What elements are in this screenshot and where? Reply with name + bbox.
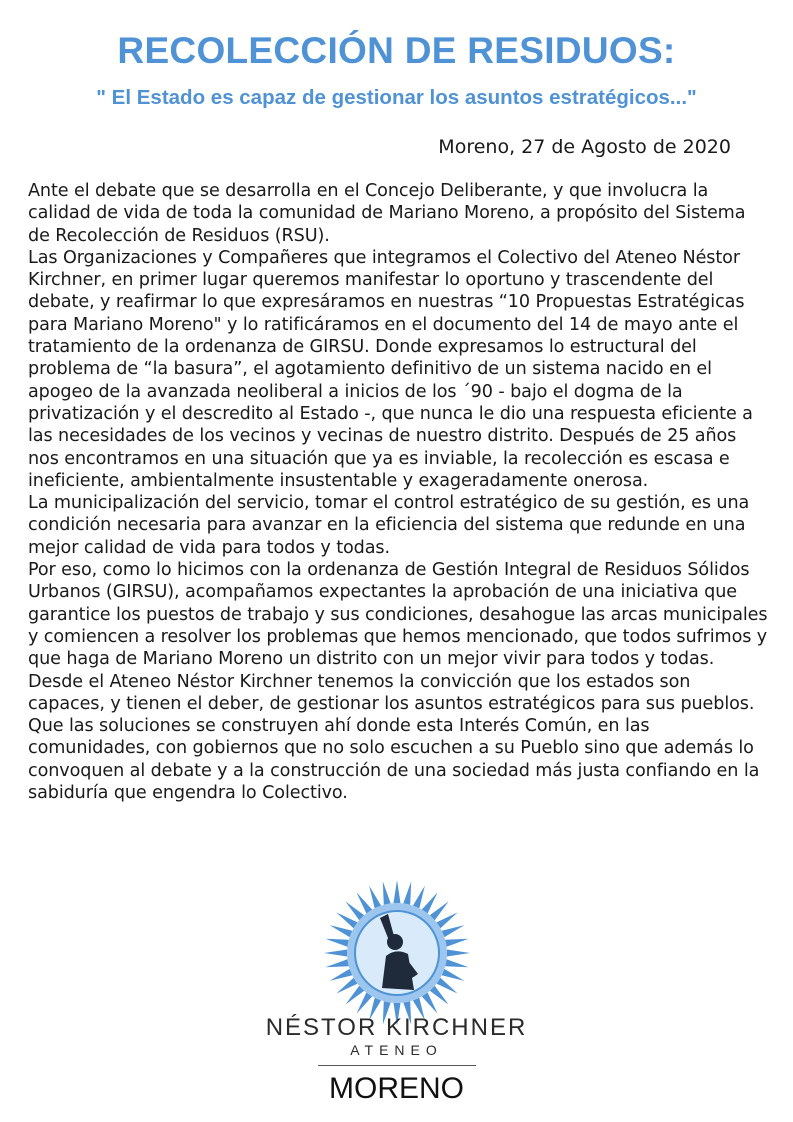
sun-ray (437, 912, 458, 928)
sun-ray (430, 986, 449, 1005)
sun-seal-logo (322, 878, 472, 1028)
logo-divider (318, 1065, 476, 1066)
sun-ray (330, 969, 353, 981)
logo-name: NÉSTOR KIRCHNER (265, 1014, 528, 1041)
sun-ray (325, 959, 348, 967)
date-line: Moreno, 27 de Agosto de 2020 (438, 136, 731, 158)
logo-subtitle: ATENEO (350, 1042, 443, 1058)
sun-ray (442, 925, 465, 937)
sun-ray (356, 892, 372, 913)
paragraph: Las Organizaciones y Compañeres que integramos el Colectivo del Ateneo Néstor Kirchner, en primer lugar queremos manifestar lo oportuno y trascendente del debate, y reafirmar lo que expresáramos en nuestras “10 Propuestas Estratégicas para Mariano Moreno" y lo ratificáramos en el documento del 14 de mayo ante el tratamiento de la ordenanza de GIRSU. Donde expresamos lo estructural del problema de “la basura”, el agotamiento definitivo de un sistema nacido en el apogeo de la avanzada neoliberal a inicios de los ´90 - bajo el dogma de la privatización y el descredito al Estado -, que nunca le dio una respuesta eficiente a las necesidades de los vecinos y vecinas de nuestro distrito. Después de 25 años nos encontramos en una situación que ya es inviable, la recolección es escasa e ineficiente, ambientalmente insustentable y exageradamente onerosa. (28, 247, 753, 491)
sun-ray (430, 901, 449, 920)
sun-ray (445, 939, 468, 947)
paragraph: Ante el debate que se desarrolla en el Concejo Deliberante, y que involucra la calidad de vida de toda la comunidad de Mariano Moreno, a propósito del Sistema de Recolección de Residuos (RSU). (28, 181, 746, 246)
sun-ray (394, 880, 401, 903)
sun-ray (356, 993, 372, 1014)
paragraph: La municipalización del servicio, tomar el control estratégico de su gestión, es una condición necesaria para avanzar en la eficiencia del sistema que redunde en una mejor calidad de vida para todos y todas. (28, 493, 750, 558)
sun-ray (403, 881, 411, 904)
sun-ray (383, 881, 391, 904)
sun-ray (330, 925, 353, 937)
sun-ray (447, 950, 470, 957)
document-subtitle: " El Estado es capaz de gestionar los asuntos estratégicos..." (96, 86, 697, 109)
sun-ray (422, 993, 438, 1014)
paragraph: Por eso, como lo hicimos con la ordenanza de Gestión Integral de Residuos Sólidos Urbanos (GIRSU), acompañamos expectantes la aprobación de una iniciativa que garantice los puestos de trabajo y sus condiciones, desahogue las arcas municipales y comiencen a resolver los problemas que hemos mencionado, que todos sufrimos y que haga de Mariano Moreno un distrito con un mejor vivir para todos y todas. (28, 560, 768, 670)
sun-ray (442, 969, 465, 981)
sun-ray (336, 912, 357, 928)
sun-ray (445, 959, 468, 967)
logo-place: MORENO (329, 1072, 464, 1105)
document-body (28, 180, 768, 804)
sun-ray (325, 939, 348, 947)
paragraph: Desde el Ateneo Néstor Kirchner tenemos la convicción que los estados son capaces, y tienen el deber, de gestionar los asuntos estratégicos para sus pueblos. Que las soluciones se construyen ahí donde esta Interés Común, en las comunidades, con gobiernos que no solo escuchen a su Pueblo sino que además lo convoquen al debate y a la construcción de una sociedad más justa confiando en la sabiduría que engendra lo Colectivo. (28, 671, 760, 804)
sun-ray (437, 978, 458, 994)
document-title: RECOLECCIÓN DE RESIDUOS: (117, 30, 676, 71)
sun-ray (324, 950, 347, 957)
sun-ray (345, 901, 364, 920)
sun-ray (345, 986, 364, 1005)
sun-ray (413, 886, 425, 909)
sun-ray (422, 892, 438, 913)
sun-ray (369, 886, 381, 909)
sun-ray (336, 978, 357, 994)
